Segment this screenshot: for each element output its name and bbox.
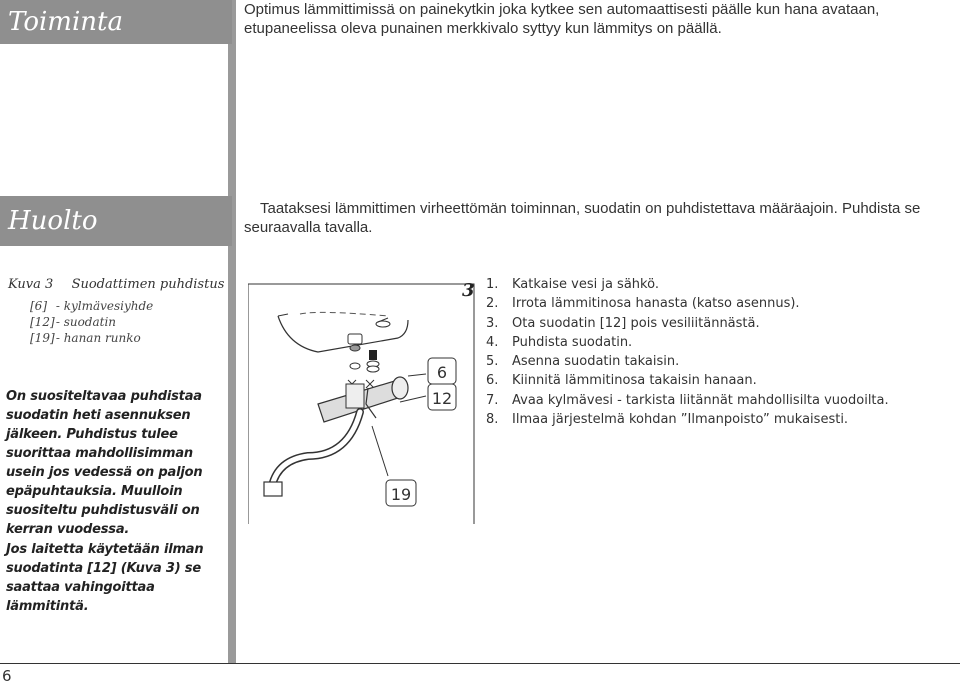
step-number: 3.	[486, 315, 499, 331]
list-item	[486, 371, 956, 390]
list-item	[486, 294, 956, 313]
legend-item	[30, 299, 153, 313]
warning-note: Jos laitetta käytetään ilman suodatinta [12] (Kuva 3) se saattaa vahingoittaa lämmitintä.	[6, 542, 204, 614]
step-text: Avaa kylmävesi - tarkista liitännät mahdollisilta vuodoilta.	[512, 392, 889, 408]
step-number: 8.	[486, 412, 499, 428]
legend-item	[30, 331, 141, 345]
sidebar-divider	[228, 0, 236, 663]
section-title-huolto: Huolto	[0, 196, 232, 246]
maintenance-steps-list	[486, 275, 956, 429]
page-number: 6	[2, 667, 12, 685]
list-item	[486, 275, 956, 294]
huolto-intro-text: Taataksesi lämmittimen virheettömän toiminnan, suodatin on puhdistettava määräajoin. Puhdista se seuraavalla tavalla.	[244, 200, 921, 236]
step-number: 2.	[486, 296, 499, 312]
list-item	[486, 314, 956, 333]
section-title-toiminta: Toiminta	[0, 0, 232, 44]
filter-cleaning-figure	[248, 276, 476, 528]
list-item	[486, 352, 956, 371]
step-text: Ota suodatin [12] pois vesiliitännästä.	[512, 315, 760, 331]
step-number: 1.	[486, 277, 499, 292]
figure-caption	[8, 277, 224, 292]
step-text: Kiinnitä lämmitinosa takaisin hanaan.	[512, 373, 757, 389]
list-item	[486, 410, 956, 429]
list-item	[486, 333, 956, 352]
legend-num: [6]	[30, 299, 47, 313]
callout-19: 19	[390, 485, 412, 504]
figure-caption-prefix: Kuva 3	[8, 277, 54, 292]
step-text: Asenna suodatin takaisin.	[512, 354, 680, 370]
list-item	[486, 391, 956, 410]
callout-12: 12	[431, 389, 453, 408]
step-text: Ilmaa järjestelmä kohdan ”Ilmanpoisto” mukaisesti.	[512, 412, 849, 428]
recommendation-note: On suositeltavaa puhdistaa suodatin heti asennuksen jälkeen. Puhdistus tulee suorittaa mahdollisimman usein jos vedessä on paljon epäpuhtauksia. Muulloin suositeltu puhdistusväli on kerran vuodessa.	[6, 389, 203, 537]
legend-text: - suodatin	[55, 315, 117, 329]
figure-number: 3	[462, 280, 475, 301]
faucet-filter-illustration	[248, 276, 476, 528]
step-number: 4.	[486, 334, 499, 350]
callout-6: 6	[436, 363, 448, 382]
step-text: Puhdista suodatin.	[512, 334, 633, 350]
step-text: Katkaise vesi ja sähkö.	[512, 277, 659, 292]
step-number: 6.	[486, 373, 499, 389]
legend-num: [12]	[30, 315, 55, 329]
legend-num: [19]	[30, 331, 55, 345]
step-text: Irrota lämmitinosa hanasta (katso asennus).	[512, 296, 800, 312]
legend-text: - kylmävesiyhde	[55, 299, 154, 313]
footer-rule	[0, 663, 960, 664]
figure-caption-title: Suodattimen puhdistus	[71, 277, 225, 292]
step-number: 5.	[486, 354, 499, 370]
legend-item	[30, 315, 116, 329]
step-number: 7.	[486, 392, 499, 408]
toiminta-text: Optimus lämmittimissä on painekytkin joka kytkee sen automaattisesti päälle kun hana avataan, etupaneelissa oleva punainen merkkivalo syttyy kun lämmitys on päällä.	[244, 1, 880, 37]
legend-text: - hanan runko	[55, 331, 141, 345]
